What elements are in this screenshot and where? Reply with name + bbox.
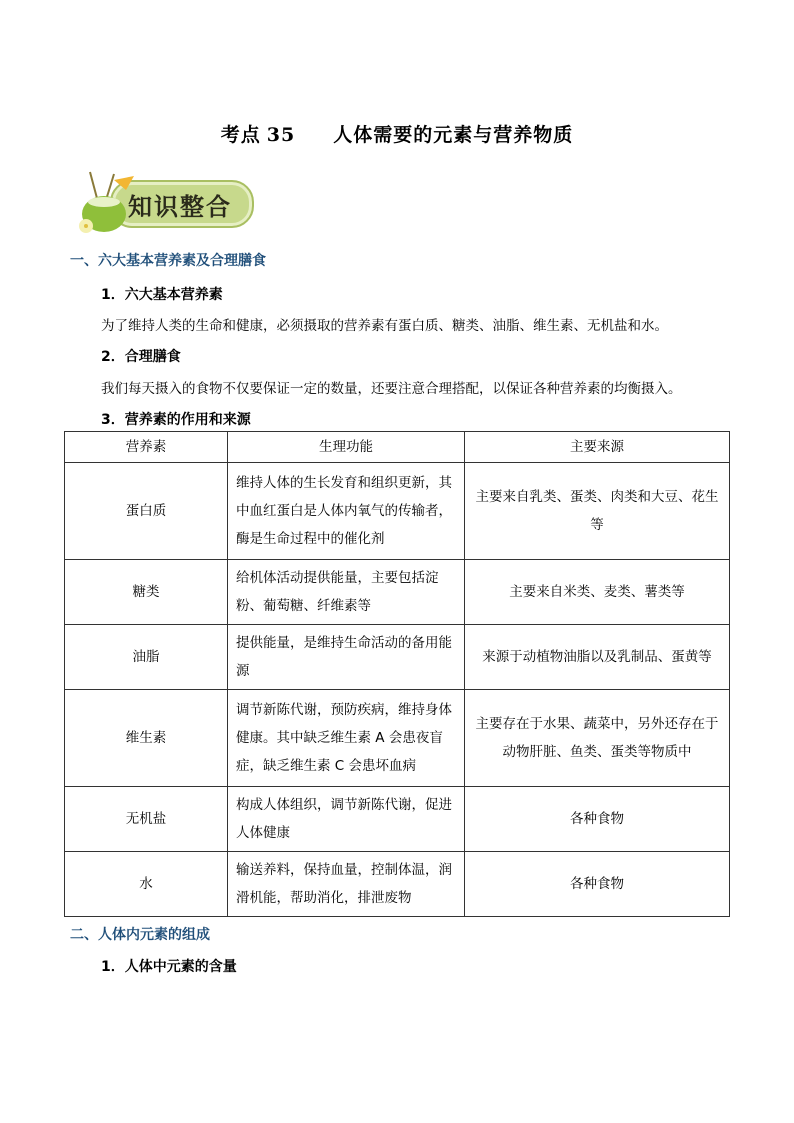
cell-nutrient: 蛋白质 (65, 463, 228, 560)
header-nutrient: 营养素 (65, 432, 228, 463)
table-row (65, 463, 730, 560)
cell-source: 各种食物 (465, 852, 730, 917)
section1-sub1-heading: 1．六大基本营养素 (101, 287, 223, 303)
section1-heading: 一、六大基本营养素及合理膳食 (70, 253, 266, 269)
badge-text: 知识整合 (128, 192, 232, 221)
title-text: 人体需要的元素与营养物质 (333, 124, 574, 146)
cell-nutrient: 水 (65, 852, 228, 917)
table-row (65, 852, 730, 917)
cell-function: 输送养料，保持血量，控制体温，润滑机能，帮助消化，排泄废物 (228, 852, 465, 917)
page-title (0, 120, 794, 147)
cell-source: 主要来自乳类、蛋类、肉类和大豆、花生等 (465, 463, 730, 560)
table-row (65, 625, 730, 690)
section1-sub2-text: 我们每天摄入的食物不仅要保证一定的数量，还要注意合理搭配，以保证各种营养素的均衡摄入。 (101, 381, 682, 397)
section1-sub3-heading: 3．营养素的作用和来源 (101, 412, 251, 428)
cell-source: 主要存在于水果、蔬菜中，另外还存在于动物肝脏、鱼类、蛋类等物质中 (465, 690, 730, 787)
cell-function: 维持人体的生长发育和组织更新，其中血红蛋白是人体内氧气的传输者，酶是生命过程中的催化剂 (228, 463, 465, 560)
header-source: 主要来源 (465, 432, 730, 463)
nutrient-table (64, 431, 730, 917)
cell-function: 提供能量，是维持生命活动的备用能源 (228, 625, 465, 690)
table-header-row (65, 432, 730, 463)
cell-source: 各种食物 (465, 787, 730, 852)
header-function: 生理功能 (228, 432, 465, 463)
title-label: 考点 (220, 124, 261, 146)
section2-sub1-heading: 1．人体中元素的含量 (101, 959, 237, 975)
section2-heading: 二、人体内元素的组成 (70, 927, 210, 943)
table-row (65, 690, 730, 787)
title-number: 35 (266, 124, 296, 146)
cell-nutrient: 糖类 (65, 560, 228, 625)
cell-function: 调节新陈代谢，预防疾病，维持身体健康。其中缺乏维生素 A 会患夜盲症，缺乏维生素 C 会患坏血病 (228, 690, 465, 787)
table-row (65, 560, 730, 625)
cell-nutrient: 无机盐 (65, 787, 228, 852)
knowledge-badge (70, 166, 254, 238)
cell-function: 给机体活动提供能量，主要包括淀粉、葡萄糖、纤维素等 (228, 560, 465, 625)
section1-sub1-text: 为了维持人类的生命和健康，必须摄取的营养素有蛋白质、糖类、油脂、维生素、无机盐和水。 (101, 318, 668, 334)
cell-function: 构成人体组织，调节新陈代谢，促进人体健康 (228, 787, 465, 852)
cell-source: 主要来自米类、麦类、薯类等 (465, 560, 730, 625)
cell-nutrient: 油脂 (65, 625, 228, 690)
cell-source: 来源于动植物油脂以及乳制品、蛋黄等 (465, 625, 730, 690)
cell-nutrient: 维生素 (65, 690, 228, 787)
section1-sub2-heading: 2．合理膳食 (101, 349, 181, 365)
table-row (65, 787, 730, 852)
